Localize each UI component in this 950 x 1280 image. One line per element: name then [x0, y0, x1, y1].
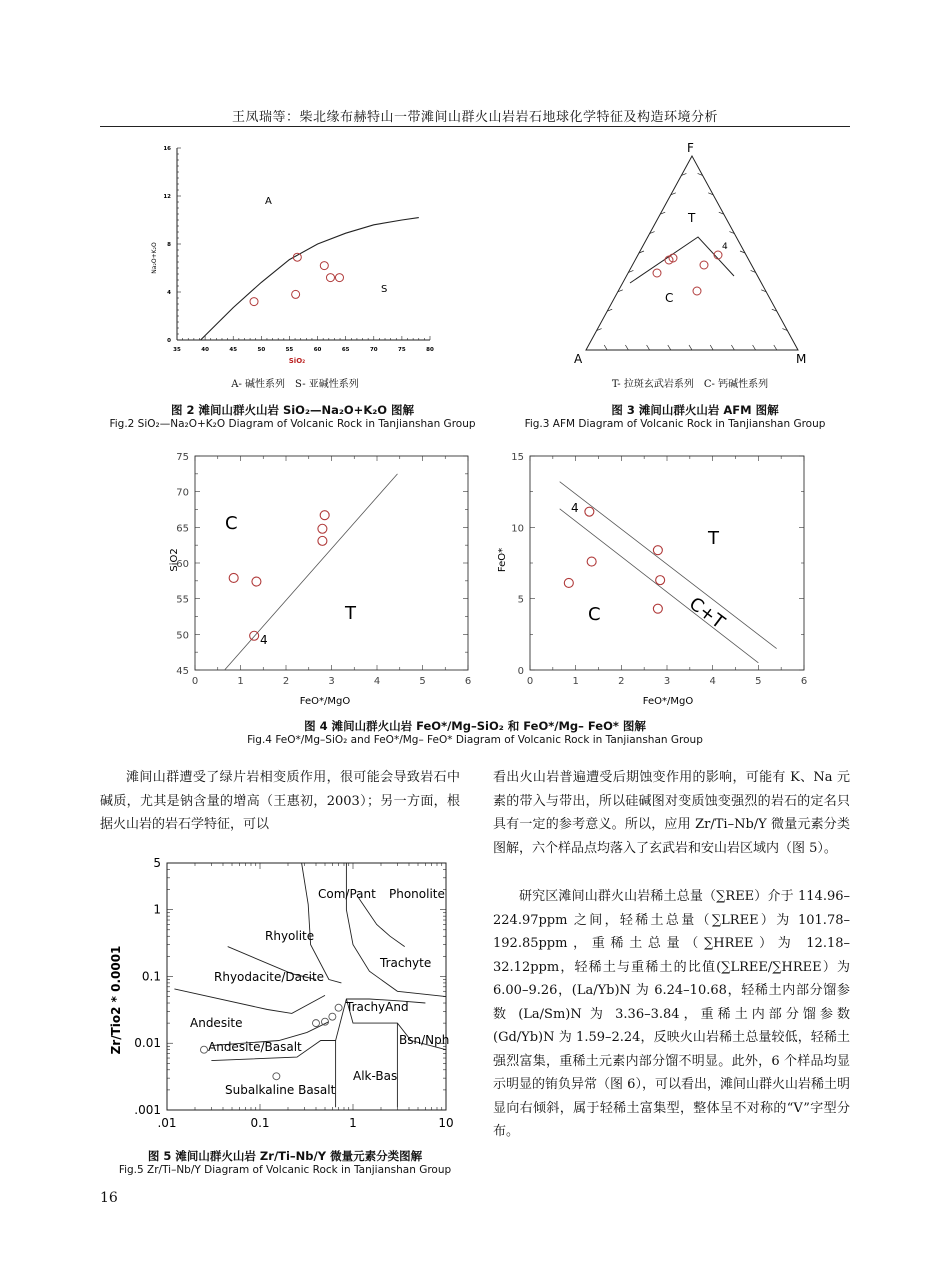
fig4-caption-en: Fig.4 FeO*/Mg–SiO₂ and FeO*/Mg– FeO* Diagram of Volcanic Rock in Tanjianshan Group — [247, 734, 703, 746]
fig2-x-tick-label: 50 — [257, 347, 266, 353]
fig5-field-boundary — [346, 863, 446, 997]
fig2-x-tick-label: 80 — [426, 347, 434, 353]
fig4b-region-c: C — [588, 604, 601, 625]
fig2-xlabel: SiO₂ — [288, 357, 306, 365]
fig3-vertex-a: A — [574, 352, 583, 366]
fig5-field-boundary — [174, 989, 325, 1014]
fig4a-region-t: T — [345, 603, 356, 624]
fig5-y-tick-label: 1 — [153, 902, 161, 917]
fig5-data-point — [312, 1020, 319, 1027]
fig3-region-c: C — [665, 291, 674, 305]
fig4b-y-tick-label: 0 — [517, 666, 524, 677]
fig5-x-tick-label: 10 — [438, 1116, 454, 1130]
fig4-caption-cn: 图 4 滩间山群火山岩 FeO*/Mg–SiO₂ 和 FeO*/Mg– FeO* 图解 — [304, 719, 646, 733]
fig4a-data-point — [320, 511, 329, 520]
fig3-data-point — [693, 287, 701, 295]
fig4b-annotation: 4 — [571, 501, 579, 515]
fig4a-x-tick-label: 3 — [328, 676, 335, 687]
fig5-field-trachyte: Trachyte — [380, 956, 432, 970]
fig4a-annotation: 4 — [260, 633, 268, 647]
fig5-x-tick-label: 1 — [349, 1116, 357, 1130]
fig2-y-tick-label: 8 — [167, 242, 171, 248]
fig5-caption-en: Fig.5 Zr/Ti–Nb/Y Diagram of Volcanic Rock in Tanjianshan Group — [118, 1164, 452, 1176]
fig4a-y-tick-label: 70 — [176, 487, 189, 499]
fig4b-x-tick-label: 4 — [709, 676, 716, 687]
fig3-legend: T- 拉斑玄武岩系列 C- 钙碱性系列 — [611, 379, 769, 390]
fig5-ylabel: Zr/Tio2 * 0.0001 — [109, 945, 123, 1055]
fig5-field-boundary — [302, 863, 342, 983]
fig3-boundary-line — [630, 237, 734, 283]
fig4a-y-tick-label: 55 — [176, 594, 189, 606]
fig5-data-point — [273, 1073, 280, 1080]
fig3-data-point — [700, 261, 708, 269]
fig4a-x-tick-label: 5 — [419, 676, 426, 687]
fig4a-chart — [155, 448, 485, 710]
fig4a-x-tick-label: 2 — [282, 676, 290, 687]
fig2-y-tick-label: 4 — [167, 290, 171, 296]
fig4a-ylabel: SiO2 — [169, 548, 180, 572]
fig4b-data-point — [585, 507, 594, 516]
fig3-vertex-f: F — [687, 141, 694, 155]
fig2-x-tick-label: 35 — [173, 347, 181, 353]
fig5-data-point — [335, 1004, 342, 1011]
fig4a-boundary-line — [225, 474, 398, 670]
fig5-chart — [100, 855, 470, 1135]
fig5-y-tick-label: 0.1 — [141, 969, 161, 984]
fig3-caption-cn: 图 3 滩间山群火山岩 AFM 图解 — [611, 403, 779, 417]
body-paragraph-right-2: 研究区滩间山群火山岩稀土总量（∑REE）介于 114.96–224.97ppm 之间，轻稀土总量（∑LREE）为 101.78–192.85ppm，重稀土总量（∑HREE）为 12.18–32.12ppm，轻稀土与重稀土的比值(∑LREE/∑HREE）为 6.00–9.26，(La/Yb)N 为 6.24–10.68，轻稀土内部分馏参数 (La/Sm)N 为 3.36–3.84，重稀土内部分馏参数 (Gd/Yb)N 为 1.59–2.24，反映火山岩稀土总量较低，轻稀土强烈富集，重稀土元素内部分馏不明显。此外，6 个样品均显示明显的铕负异常（图 6），可以看出，滩间山群火山岩稀土明显向右倾斜，属于轻稀土富集型，整体呈不对称的“V”字型分布。 — [493, 889, 850, 1139]
fig5-y-tick-label: 0.01 — [134, 1036, 161, 1051]
fig5-y-tick-label: 5 — [153, 856, 161, 870]
fig4b-data-point — [653, 546, 662, 555]
fig3-base-tick — [710, 345, 713, 350]
fig2-x-tick-label: 40 — [201, 347, 209, 353]
fig5-field-boundary — [359, 898, 405, 947]
fig4a-data-point — [252, 577, 261, 586]
fig4b-x-tick-label: 1 — [572, 676, 579, 687]
fig4b-data-point — [564, 578, 573, 587]
fig4b-chart — [490, 448, 825, 710]
fig2-chart — [145, 140, 445, 365]
page-number: 16 — [100, 1190, 118, 1206]
fig4a-frame-rect — [195, 456, 468, 670]
fig4a-y-tick-label: 60 — [176, 559, 189, 570]
fig5-x-tick-label: .01 — [157, 1116, 177, 1130]
fig5-data-point — [329, 1013, 336, 1020]
fig2-y-tick-label: 12 — [163, 194, 171, 200]
fig4b-x-tick-label: 6 — [800, 676, 808, 687]
fig2-x-tick-label: 55 — [285, 347, 294, 353]
fig3-base-tick — [647, 345, 650, 350]
fig3-region-t: T — [688, 211, 696, 225]
fig4b-boundary-lower-line — [560, 509, 759, 663]
fig5-field-bsn-nph: Bsn/Nph — [399, 1033, 450, 1047]
fig4a-y-tick-label: 45 — [176, 666, 189, 677]
fig5-field-subalkaline-basalt: Subalkaline Basalt — [225, 1083, 336, 1097]
fig2-data-point — [292, 290, 300, 298]
fig3-triangle — [586, 156, 798, 350]
fig2-x-tick-label: 65 — [341, 347, 350, 353]
fig2-caption-en: Fig.2 SiO₂—Na₂O+K₂O Diagram of Volcanic Rock in Tanjianshan Group — [109, 418, 476, 430]
fig3-chart — [570, 138, 815, 370]
fig2-x-tick-label: 75 — [398, 347, 406, 353]
fig5-field-boundary — [336, 999, 426, 1107]
fig4b-x-tick-label: 5 — [755, 676, 762, 687]
fig2-y-tick-label: 16 — [163, 146, 171, 152]
fig4b-data-point — [653, 604, 662, 613]
fig5-field-rhyolite: Rhyolite — [265, 929, 315, 943]
fig2-region-a: A — [265, 196, 272, 207]
fig5-x-tick-label: 0.1 — [250, 1116, 270, 1130]
fig2-ylabel: Na₂O+K₂O — [151, 242, 158, 274]
fig3-base-tick — [774, 345, 777, 350]
fig2-x-tick-label: 45 — [229, 347, 238, 353]
fig2-data-point — [326, 274, 334, 282]
fig2-data-point — [320, 262, 328, 270]
fig4b-ylabel: FeO* — [497, 547, 508, 573]
fig2-caption-cn: 图 2 滩间山群火山岩 SiO₂—Na₂O+K₂O 图解 — [170, 403, 415, 417]
fig2-y-tick-label: 0 — [167, 338, 171, 344]
fig3-base-tick — [668, 345, 671, 350]
fig4b-y-tick-label: 10 — [511, 523, 524, 535]
fig4a-y-tick-label: 65 — [176, 523, 189, 535]
fig4b-data-point — [587, 557, 596, 566]
fig4b-y-tick-label: 5 — [517, 594, 524, 606]
fig4a-data-point — [318, 524, 327, 533]
fig4b-x-tick-label: 2 — [618, 676, 625, 687]
header-rule — [100, 126, 850, 127]
running-header: 王凤瑞等：柴北缘布赫特山一带滩间山群火山岩岩石地球化学特征及构造环境分析 — [231, 110, 718, 125]
fig5-field-alk-bas: Alk-Bas — [353, 1069, 398, 1083]
fig4a-x-tick-label: 0 — [191, 676, 199, 687]
fig4b-data-point — [656, 576, 665, 585]
fig4b-y-tick-label: 15 — [511, 452, 524, 463]
fig5-field-com-pant: Com/Pant — [318, 887, 376, 901]
fig4b-region-ct: C+T — [684, 593, 729, 634]
fig3-base-tick — [604, 345, 607, 350]
fig5-field-trachyand: TrachyAnd — [346, 1000, 409, 1014]
fig2-region-s: S — [381, 284, 388, 295]
fig4a-y-tick-label: 75 — [176, 452, 189, 463]
fig5-caption-cn: 图 5 滩间山群火山岩 Zr/Ti–Nb/Y 微量元素分类图解 — [147, 1149, 423, 1163]
fig5-data-point — [322, 1018, 329, 1025]
fig3-base-tick — [689, 345, 692, 350]
fig3-data-point — [653, 269, 661, 277]
fig3-annotation: 4 — [722, 242, 728, 252]
fig4b-x-tick-label: 3 — [663, 676, 671, 687]
fig2-data-point — [250, 298, 258, 306]
fig5-field-andesite: Andesite — [190, 1016, 243, 1030]
fig2-x-tick-label: 70 — [369, 347, 378, 353]
fig4a-data-point — [229, 573, 238, 582]
fig2-boundary-line — [201, 218, 419, 340]
fig3-base-tick — [753, 345, 756, 350]
fig5-field-phonolite: Phonolite — [389, 887, 445, 901]
fig3-caption-en: Fig.3 AFM Diagram of Volcanic Rock in Tanjianshan Group — [524, 418, 826, 430]
body-paragraph-right-1: 看出火山岩普遍遭受后期蚀变作用的影响，可能有 K、Na 元素的带入与带出，所以硅碱图对变质蚀变强烈的岩石的定名只具有一定的参考意义。所以，应用 Zr/Ti–Nb/Y 微量元素分类图解，六个样品点均落入了玄武岩和安山岩区域内（图 5）。 — [493, 770, 850, 856]
fig5-data-point — [201, 1046, 208, 1053]
fig4a-data-point — [250, 631, 259, 640]
fig4a-data-point — [318, 536, 327, 545]
fig5-y-tick-label: .001 — [134, 1103, 161, 1117]
fig4b-x-tick-label: 0 — [526, 676, 534, 687]
fig4b-xlabel: FeO*/MgO — [642, 696, 694, 707]
fig4b-region-t: T — [708, 528, 719, 549]
fig4a-y-tick-label: 50 — [176, 630, 189, 642]
fig4a-x-tick-label: 6 — [464, 676, 472, 687]
fig3-vertex-m: M — [796, 352, 807, 366]
fig3-base-tick — [625, 345, 628, 350]
fig5-field-rhyodacite: Rhyodacite/Dacite — [214, 970, 325, 984]
fig4a-x-tick-label: 4 — [373, 676, 381, 687]
fig5-field-andesite-basalt: Andesite/Basalt — [208, 1040, 302, 1054]
fig4a-region-c: C — [225, 513, 238, 534]
body-paragraph-left: 滩间山群遭受了绿片岩相变质作用，很可能会导致岩石中碱质，尤其是钠含量的增高（王惠初，2003）；另一方面，根据火山岩的岩石学特征，可以 — [100, 770, 460, 832]
fig2-x-tick-label: 60 — [313, 347, 322, 353]
fig4a-x-tick-label: 1 — [237, 676, 244, 687]
fig2-legend: A- 碱性系列 S- 亚碱性系列 — [231, 379, 359, 390]
fig2-data-point — [335, 274, 343, 282]
fig3-base-tick — [731, 345, 734, 350]
fig4a-xlabel: FeO*/MgO — [299, 696, 351, 707]
